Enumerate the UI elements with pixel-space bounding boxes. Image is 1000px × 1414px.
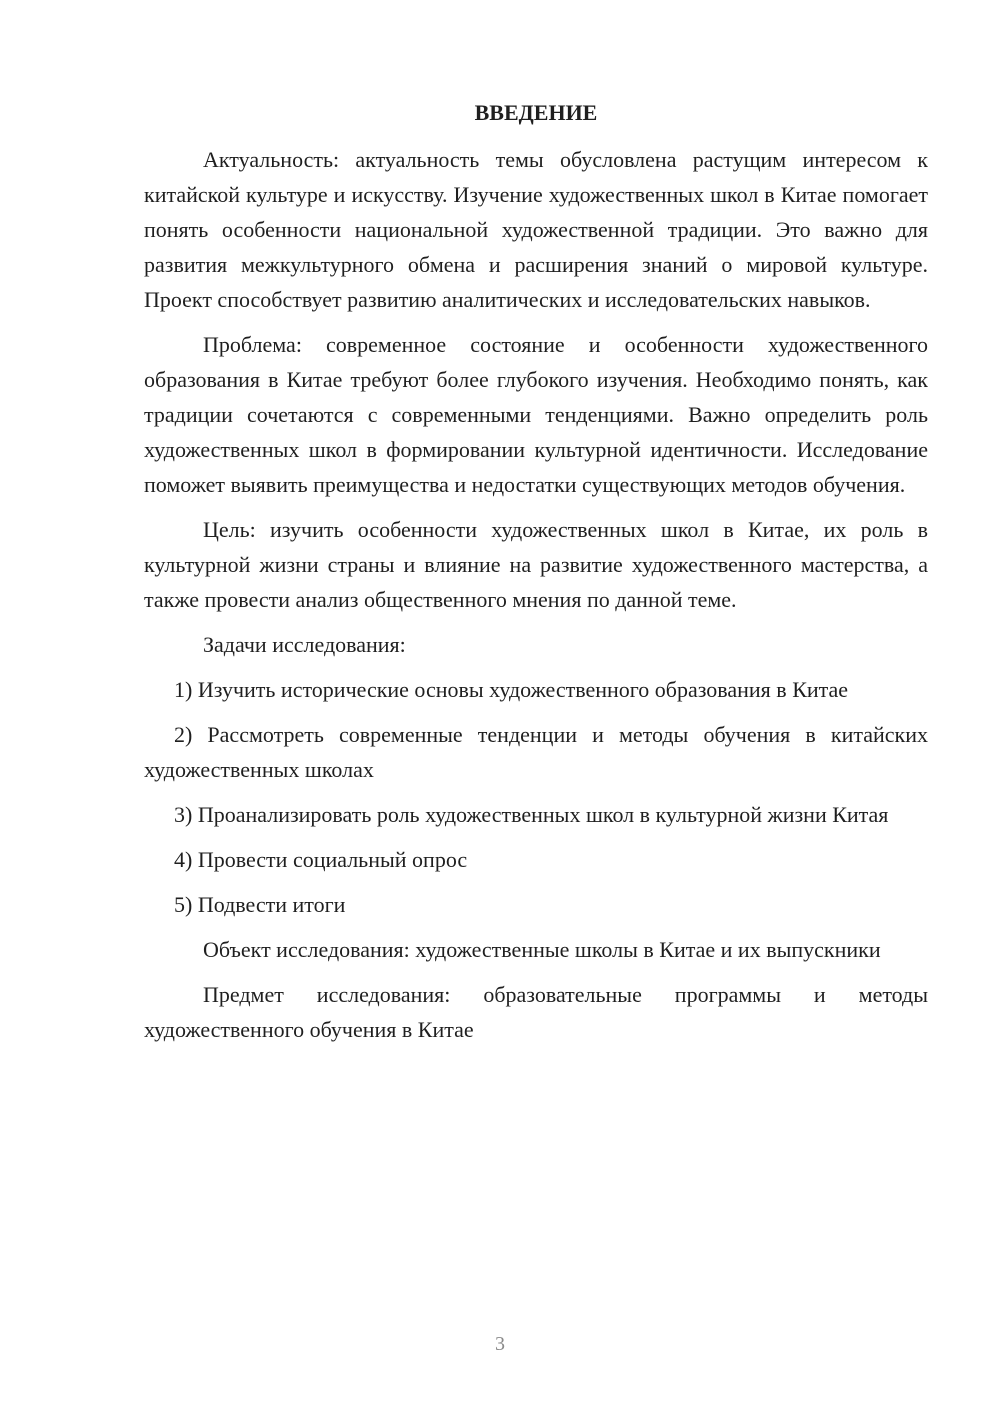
relevance-paragraph: Актуальность: актуальность темы обусловлена растущим интересом к китайской культуре и искусству. Изучение художественных школ в Китае помогает понять особенности национальной художественной традиции. Это важно для развития межкультурного обмена и расширения знаний о мировой культуре. Проект способствует развитию аналитических и исследовательских навыков.: [144, 147, 928, 312]
task-item: 5) Подвести итоги: [174, 892, 346, 917]
subject-paragraph: Предмет исследования: образовательные программы и методы художественного обучения в Китае: [144, 982, 928, 1042]
goal-paragraph: Цель: изучить особенности художественных школ в Китае, их роль в культурной жизни страны и влияние на развитие художественного мастерства, а также провести анализ общественного мнения по данной теме.: [144, 517, 928, 612]
section-title: ВВЕДЕНИЕ: [474, 100, 598, 125]
task-item: 4) Провести социальный опрос: [174, 847, 468, 872]
page-number: 3: [495, 1333, 505, 1355]
tasks-heading: Задачи исследования:: [203, 632, 406, 657]
object-paragraph: Объект исследования: художественные школы в Китае и их выпускники: [203, 937, 881, 962]
task-item: 3) Проанализировать роль художественных школ в культурной жизни Китая: [174, 802, 889, 827]
task-item: 1) Изучить исторические основы художественного образования в Китае: [174, 677, 849, 702]
task-item: 2) Рассмотреть современные тенденции и методы обучения в китайских художественных школах: [144, 722, 928, 782]
problem-paragraph: Проблема: современное состояние и особенности художественного образования в Китае требуют более глубокого изучения. Необходимо понять, как традиции сочетаются с современными тенденциями. Важно определить роль художественных школ в формировании культурной идентичности. Исследование поможет выявить преимущества и недостатки существующих методов обучения.: [144, 332, 928, 497]
document-body: [144, 95, 928, 1057]
